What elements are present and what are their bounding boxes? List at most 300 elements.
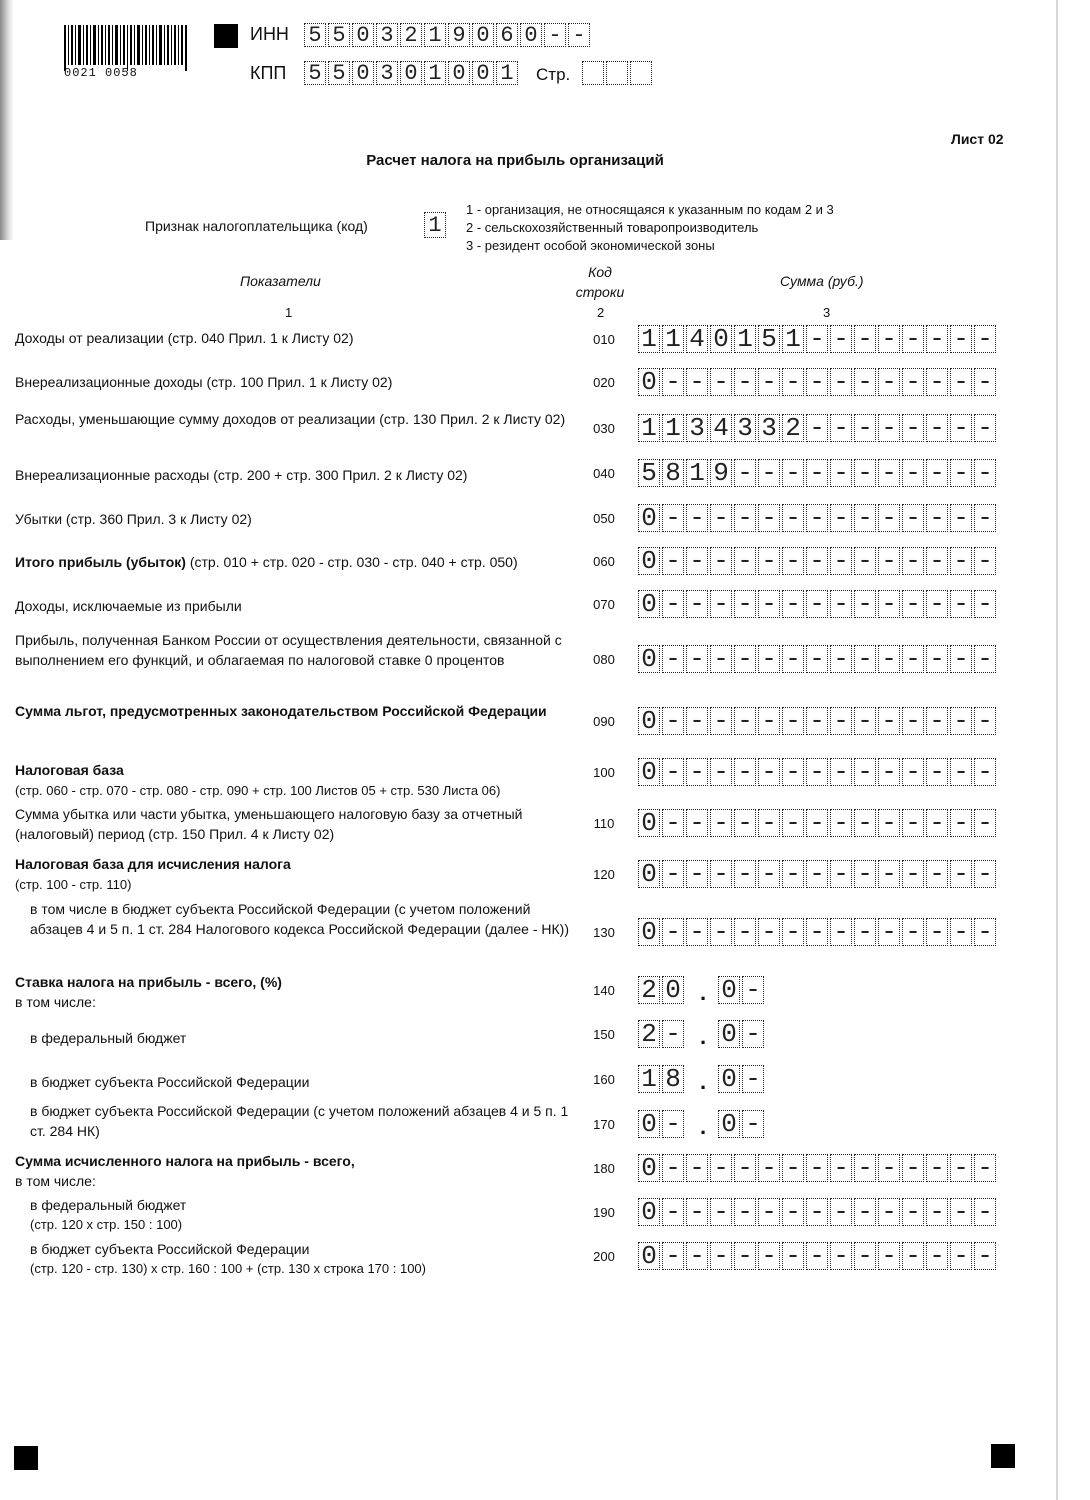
row-label — [30, 1028, 575, 1048]
sum-digit-cell: - — [902, 758, 924, 786]
row-code: 180 — [593, 1161, 615, 1176]
sum-digit-cell: - — [926, 414, 948, 442]
sum-digit-cell: 0 — [638, 547, 660, 575]
sum-digit-cell: - — [974, 504, 996, 532]
sum-digit-cell: - — [950, 459, 972, 487]
sum-digit-cell: - — [926, 707, 948, 735]
sum-digit-cell: - — [854, 1198, 876, 1226]
sum-digit-cell: - — [758, 645, 780, 673]
sum-digit-cell: - — [662, 1198, 684, 1226]
sum-digit-cell: - — [830, 368, 852, 396]
row-code: 190 — [593, 1205, 615, 1220]
sum-digit-cell: - — [758, 1154, 780, 1182]
sum-digit-cell: - — [878, 547, 900, 575]
sum-digit-cell: - — [950, 547, 972, 575]
sum-cells — [638, 414, 998, 442]
row-label — [15, 760, 575, 801]
sum-digit-cell: 1 — [638, 325, 660, 353]
sum-digit-cell: - — [734, 459, 756, 487]
sum-digit-cell: - — [758, 707, 780, 735]
sum-digit-cell: - — [710, 918, 732, 946]
sum-digit-cell: 0 — [638, 590, 660, 618]
sum-digit-cell: - — [758, 809, 780, 837]
sum-digit-cell: - — [662, 809, 684, 837]
row-label-bold: Сумма исчисленного налога на прибыль - всего, — [15, 1153, 355, 1169]
scan-shadow — [0, 0, 14, 240]
sum-digit-cell: - — [854, 707, 876, 735]
sum-digit-cell: - — [878, 707, 900, 735]
rate-digit-cell: 0 — [662, 976, 684, 1004]
row-label-text: Убытки (стр. 360 Прил. 3 к Листу 02) — [15, 511, 252, 527]
sum-digit-cell: 9 — [710, 459, 732, 487]
sum-digit-cell: - — [686, 918, 708, 946]
digit-cell: 0 — [400, 61, 422, 85]
sum-digit-cell: - — [758, 918, 780, 946]
sum-digit-cell: - — [758, 758, 780, 786]
sum-digit-cell: - — [854, 459, 876, 487]
row-label-text: (стр. 010 + стр. 020 - стр. 030 - стр. 040 + стр. 050) — [185, 554, 518, 570]
sum-digit-cell: - — [878, 368, 900, 396]
sum-digit-cell: - — [878, 860, 900, 888]
sum-digit-cell: - — [902, 414, 924, 442]
sum-digit-cell: - — [806, 414, 828, 442]
row-code: 060 — [593, 554, 615, 569]
row-label-sub: (стр. 120 - стр. 130) x стр. 160 : 100 + (стр. 130 x строка 170 : 100) — [30, 1261, 426, 1276]
sum-digit-cell: 3 — [734, 414, 756, 442]
sum-digit-cell: - — [734, 918, 756, 946]
sum-digit-cell: - — [782, 368, 804, 396]
row-code: 080 — [593, 652, 615, 667]
row-code: 120 — [593, 867, 615, 882]
sum-digit-cell: - — [878, 414, 900, 442]
sum-digit-cell: - — [782, 504, 804, 532]
row-label — [30, 1239, 575, 1279]
row-code: 200 — [593, 1249, 615, 1264]
row-label — [15, 701, 575, 721]
sum-digit-cell: - — [662, 918, 684, 946]
row-label — [15, 465, 575, 485]
sum-digit-cell: - — [926, 860, 948, 888]
sum-digit-cell: - — [950, 1154, 972, 1182]
sum-digit-cell: - — [806, 860, 828, 888]
sum-digit-cell: 0 — [638, 1198, 660, 1226]
sum-digit-cell: - — [950, 1198, 972, 1226]
sum-digit-cell: - — [662, 707, 684, 735]
sum-digit-cell: - — [878, 645, 900, 673]
sum-digit-cell: - — [974, 645, 996, 673]
sum-digit-cell: - — [662, 860, 684, 888]
sum-digit-cell: 1 — [638, 414, 660, 442]
sum-digit-cell: 4 — [710, 414, 732, 442]
row-label-text: Доходы, исключаемые из прибыли — [15, 598, 242, 614]
sum-digit-cell: - — [686, 590, 708, 618]
sum-digit-cell: - — [734, 645, 756, 673]
digit-cell: 6 — [496, 23, 518, 47]
sum-digit-cell: - — [734, 1154, 756, 1182]
sum-digit-cell: - — [662, 1242, 684, 1270]
col-header-indicators: Показатели — [240, 273, 321, 289]
sum-digit-cell: - — [782, 547, 804, 575]
sum-digit-cell: - — [806, 590, 828, 618]
sum-digit-cell: - — [782, 918, 804, 946]
sum-digit-cell: - — [830, 758, 852, 786]
decimal-point: . — [700, 1069, 707, 1094]
digit-cell: 5 — [328, 23, 350, 47]
rate-digit-cell: 8 — [662, 1065, 684, 1093]
sum-digit-cell: 2 — [782, 414, 804, 442]
sum-cells — [638, 590, 998, 618]
row-label — [15, 372, 575, 392]
sum-digit-cell: - — [710, 1198, 732, 1226]
sum-digit-cell: - — [974, 1198, 996, 1226]
sum-digit-cell: - — [950, 645, 972, 673]
sum-cells — [638, 1242, 998, 1270]
digit-cell: 0 — [448, 61, 470, 85]
sum-digit-cell: - — [950, 504, 972, 532]
row-label — [15, 509, 575, 529]
sum-digit-cell: - — [782, 707, 804, 735]
sum-digit-cell: - — [734, 1198, 756, 1226]
sum-digit-cell: - — [662, 504, 684, 532]
sum-digit-cell: - — [734, 809, 756, 837]
sum-digit-cell: - — [974, 860, 996, 888]
col-header-code-line2: строки — [575, 284, 625, 300]
sum-digit-cell: 0 — [638, 809, 660, 837]
sum-digit-cell: - — [926, 590, 948, 618]
sum-digit-cell: 1 — [662, 414, 684, 442]
sum-digit-cell: - — [662, 547, 684, 575]
sum-digit-cell: - — [806, 325, 828, 353]
row-label-text: в том числе в бюджет субъекта Российской Федерации (с учетом положений абзацев 4 и 5 п. 1 ст. 284 Налогового кодекса Российской Федерации (далее - НК)) — [30, 901, 569, 937]
row-label-text: (стр. 100 - стр. 110) — [15, 877, 132, 892]
sum-digit-cell: - — [902, 547, 924, 575]
row-label — [30, 1101, 575, 1141]
sum-cells — [638, 547, 998, 575]
sum-digit-cell: - — [974, 590, 996, 618]
col-header-code — [570, 262, 630, 302]
digit-cell: - — [568, 23, 590, 47]
sum-cells — [638, 707, 998, 735]
col-number-1: 1 — [285, 305, 293, 320]
col-header-sum: Сумма (руб.) — [780, 273, 864, 289]
sum-digit-cell: 0 — [710, 325, 732, 353]
digit-cell: - — [544, 23, 566, 47]
row-code: 110 — [593, 816, 615, 831]
rate-digit-cell: 0 — [718, 1110, 740, 1138]
sum-cells — [638, 504, 998, 532]
page-label: Стр. — [536, 65, 571, 84]
rate-digit-cell: - — [662, 1110, 684, 1138]
row-label-text: Доходы от реализации (стр. 040 Прил. 1 к Листу 02) — [15, 330, 354, 346]
digit-cell: 0 — [472, 23, 494, 47]
sum-digit-cell: - — [854, 504, 876, 532]
rate-int-cells — [638, 1110, 686, 1138]
sum-digit-cell: - — [710, 547, 732, 575]
taxpayer-label: Признак налогоплательщика (код) — [145, 218, 368, 234]
sum-digit-cell: - — [950, 368, 972, 396]
sum-digit-cell: - — [686, 707, 708, 735]
row-code: 150 — [593, 1027, 615, 1042]
sum-digit-cell: - — [854, 547, 876, 575]
sum-digit-cell: - — [782, 860, 804, 888]
sum-digit-cell: - — [926, 1198, 948, 1226]
rate-digit-cell: 2 — [638, 976, 660, 1004]
row-label-text: Прибыль, полученная Банком России от осуществления деятельности, связанной с выполнением его функций, и облагаемая по налоговой ставке 0 процентов — [15, 632, 562, 668]
sum-digit-cell: - — [782, 809, 804, 837]
rate-frac-cells — [718, 1110, 766, 1138]
sum-digit-cell: - — [806, 1198, 828, 1226]
sum-digit-cell: - — [686, 547, 708, 575]
row-label-sub: в том числе: — [15, 1173, 96, 1189]
sum-digit-cell: 0 — [638, 860, 660, 888]
rate-int-cells — [638, 976, 686, 1004]
sum-digit-cell: - — [950, 758, 972, 786]
sum-digit-cell: - — [950, 918, 972, 946]
sum-digit-cell: - — [830, 645, 852, 673]
sum-digit-cell: - — [758, 504, 780, 532]
taxpayer-code — [424, 212, 448, 238]
row-label — [15, 409, 575, 429]
row-label — [15, 1151, 575, 1171]
sum-digit-cell: - — [878, 918, 900, 946]
digit-cell: 5 — [304, 23, 326, 47]
digit-cell: 1 — [424, 61, 446, 85]
sum-digit-cell: - — [758, 368, 780, 396]
rate-digit-cell: 0 — [718, 1065, 740, 1093]
sum-digit-cell: - — [902, 809, 924, 837]
rate-digit-cell: - — [742, 1110, 764, 1138]
sum-digit-cell: - — [734, 368, 756, 396]
row-label-text: в бюджет субъекта Российской Федерации — [30, 1074, 310, 1090]
sum-digit-cell: - — [806, 918, 828, 946]
row-label-bold: Налоговая база для исчисления налога — [15, 856, 291, 872]
sum-cells — [638, 459, 998, 487]
rate-frac-cells — [718, 1020, 766, 1048]
row-label-bold: Итого прибыль (убыток) — [15, 554, 186, 570]
sum-digit-cell: - — [974, 1154, 996, 1182]
row-label — [30, 1072, 575, 1092]
row-label — [30, 1195, 575, 1235]
row-label — [15, 630, 575, 670]
row-code: 160 — [593, 1072, 615, 1087]
digit-cell: 0 — [472, 61, 494, 85]
row-label — [15, 854, 575, 895]
row-code: 030 — [593, 421, 615, 436]
sum-digit-cell: - — [806, 1154, 828, 1182]
sum-digit-cell: - — [830, 459, 852, 487]
row-label-text: в бюджет субъекта Российской Федерации — [30, 1241, 310, 1257]
sum-digit-cell: - — [854, 590, 876, 618]
row-code: 130 — [593, 925, 615, 940]
sum-digit-cell: - — [782, 1154, 804, 1182]
sum-digit-cell: 0 — [638, 1154, 660, 1182]
kpp-cells — [304, 61, 520, 85]
row-code: 170 — [593, 1117, 615, 1132]
row-code: 140 — [593, 983, 615, 998]
row-label-text: в федеральный бюджет — [30, 1030, 187, 1046]
row-label-text: в бюджет субъекта Российской Федерации (с учетом положений абзацев 4 и 5 п. 1 ст. 284 НК) — [30, 1103, 569, 1139]
sum-digit-cell: - — [974, 918, 996, 946]
decimal-point: . — [700, 1024, 707, 1049]
sum-digit-cell: - — [830, 590, 852, 618]
sum-digit-cell: - — [758, 547, 780, 575]
sum-digit-cell: - — [950, 809, 972, 837]
sum-digit-cell: - — [710, 707, 732, 735]
sum-digit-cell: - — [878, 758, 900, 786]
sum-digit-cell: - — [686, 1242, 708, 1270]
sum-digit-cell: - — [806, 368, 828, 396]
sum-digit-cell: - — [854, 1154, 876, 1182]
kpp-label: КПП — [250, 63, 287, 83]
sum-digit-cell: - — [686, 809, 708, 837]
taxpayer-code-cell: 1 — [424, 212, 446, 238]
digit-cell: 0 — [352, 61, 374, 85]
digit-cell: 1 — [496, 61, 518, 85]
sum-digit-cell: - — [662, 758, 684, 786]
sum-digit-cell: 4 — [686, 325, 708, 353]
decimal-point: . — [700, 980, 707, 1005]
digit-cell: 9 — [448, 23, 470, 47]
sum-digit-cell: - — [782, 758, 804, 786]
sum-digit-cell: - — [878, 1154, 900, 1182]
sum-digit-cell: - — [878, 504, 900, 532]
sheet-label: Лист 02 — [951, 131, 1004, 147]
sum-digit-cell: - — [686, 758, 708, 786]
rate-digit-cell: - — [742, 1020, 764, 1048]
sum-digit-cell: - — [806, 1242, 828, 1270]
sum-cells — [638, 645, 998, 673]
sum-digit-cell: - — [974, 758, 996, 786]
rate-frac-cells — [718, 976, 766, 1004]
digit-cell — [606, 61, 628, 85]
row-label — [15, 804, 575, 844]
sum-digit-cell: 0 — [638, 918, 660, 946]
sum-digit-cell: - — [830, 809, 852, 837]
sum-digit-cell: - — [806, 645, 828, 673]
taxpayer-options — [466, 201, 834, 255]
sum-digit-cell: - — [902, 1198, 924, 1226]
sum-digit-cell: 1 — [686, 459, 708, 487]
sum-digit-cell: - — [806, 707, 828, 735]
page-cells — [582, 61, 654, 85]
sum-digit-cell: - — [830, 1198, 852, 1226]
row-label-sub: в том числе: — [15, 994, 96, 1010]
row-label — [15, 328, 575, 348]
sum-digit-cell: - — [926, 1154, 948, 1182]
digit-cell — [582, 61, 604, 85]
sum-digit-cell: - — [854, 918, 876, 946]
sum-digit-cell: - — [902, 459, 924, 487]
sum-digit-cell: - — [926, 918, 948, 946]
sum-digit-cell: - — [758, 1198, 780, 1226]
sum-digit-cell: - — [710, 1154, 732, 1182]
sum-digit-cell: - — [902, 504, 924, 532]
taxpayer-option-3: 3 - резидент особой экономической зоны — [466, 238, 715, 253]
row-label-bold: Сумма льгот, предусмотренных законодательством Российской Федерации — [15, 703, 547, 719]
sum-digit-cell: - — [878, 459, 900, 487]
sum-digit-cell: 3 — [758, 414, 780, 442]
sum-digit-cell: - — [686, 504, 708, 532]
sum-digit-cell: - — [710, 590, 732, 618]
sum-digit-cell: 5 — [758, 325, 780, 353]
sum-digit-cell: - — [854, 368, 876, 396]
sum-digit-cell: - — [902, 918, 924, 946]
sum-digit-cell: 0 — [638, 504, 660, 532]
col-header-code-line1: Код — [588, 264, 612, 280]
sum-digit-cell: - — [926, 325, 948, 353]
sum-digit-cell: - — [710, 504, 732, 532]
sum-cells — [638, 758, 998, 786]
sum-cells — [638, 325, 998, 353]
sum-cells — [638, 809, 998, 837]
rate-digit-cell: 2 — [638, 1020, 660, 1048]
sum-digit-cell: - — [878, 1198, 900, 1226]
sum-digit-cell: - — [902, 1154, 924, 1182]
sum-digit-cell: - — [830, 860, 852, 888]
sum-digit-cell: - — [662, 645, 684, 673]
sum-digit-cell: - — [902, 590, 924, 618]
sum-cells — [638, 918, 998, 946]
barcode-number: 0021 0058 — [64, 66, 138, 80]
rate-digit-cell: - — [742, 1065, 764, 1093]
sum-digit-cell: - — [950, 707, 972, 735]
sum-digit-cell: - — [902, 645, 924, 673]
row-label — [15, 972, 575, 992]
sum-digit-cell: - — [830, 547, 852, 575]
sum-digit-cell: - — [662, 368, 684, 396]
sum-digit-cell: - — [662, 590, 684, 618]
sum-digit-cell: - — [902, 325, 924, 353]
sum-digit-cell: - — [854, 325, 876, 353]
sum-digit-cell: 8 — [662, 459, 684, 487]
corner-marker-bottom-left — [14, 1446, 38, 1470]
sum-digit-cell: - — [806, 809, 828, 837]
sum-digit-cell: - — [926, 459, 948, 487]
sum-digit-cell: - — [926, 645, 948, 673]
sum-digit-cell: - — [854, 860, 876, 888]
inn-cells — [304, 23, 592, 47]
sum-digit-cell: - — [782, 459, 804, 487]
sum-digit-cell: - — [734, 758, 756, 786]
row-code: 100 — [593, 765, 615, 780]
sum-digit-cell: - — [758, 860, 780, 888]
sum-digit-cell: - — [830, 325, 852, 353]
sum-digit-cell: - — [686, 645, 708, 673]
row-label — [15, 552, 575, 572]
sum-digit-cell: - — [782, 1242, 804, 1270]
inn-label: ИНН — [250, 24, 289, 44]
rate-int-cells — [638, 1020, 686, 1048]
sum-digit-cell: 0 — [638, 707, 660, 735]
scan-edge — [1056, 0, 1058, 1500]
row-label-bold: Налоговая база — [15, 762, 124, 778]
taxpayer-option-2: 2 - сельскохозяйственный товаропроизводитель — [466, 220, 759, 235]
row-label-bold: Ставка налога на прибыль - всего, (%) — [15, 974, 282, 990]
sum-digit-cell: - — [974, 368, 996, 396]
sum-digit-cell: - — [926, 809, 948, 837]
sum-digit-cell: 0 — [638, 758, 660, 786]
sum-digit-cell: - — [830, 414, 852, 442]
sum-cells — [638, 1154, 998, 1182]
sum-digit-cell: - — [782, 645, 804, 673]
page-title: Расчет налога на прибыль организаций — [366, 152, 664, 169]
sum-digit-cell: 0 — [638, 1242, 660, 1270]
sum-digit-cell: - — [854, 1242, 876, 1270]
row-code: 040 — [593, 466, 615, 481]
sum-digit-cell: - — [854, 809, 876, 837]
sum-digit-cell: - — [806, 459, 828, 487]
sum-digit-cell: - — [734, 590, 756, 618]
